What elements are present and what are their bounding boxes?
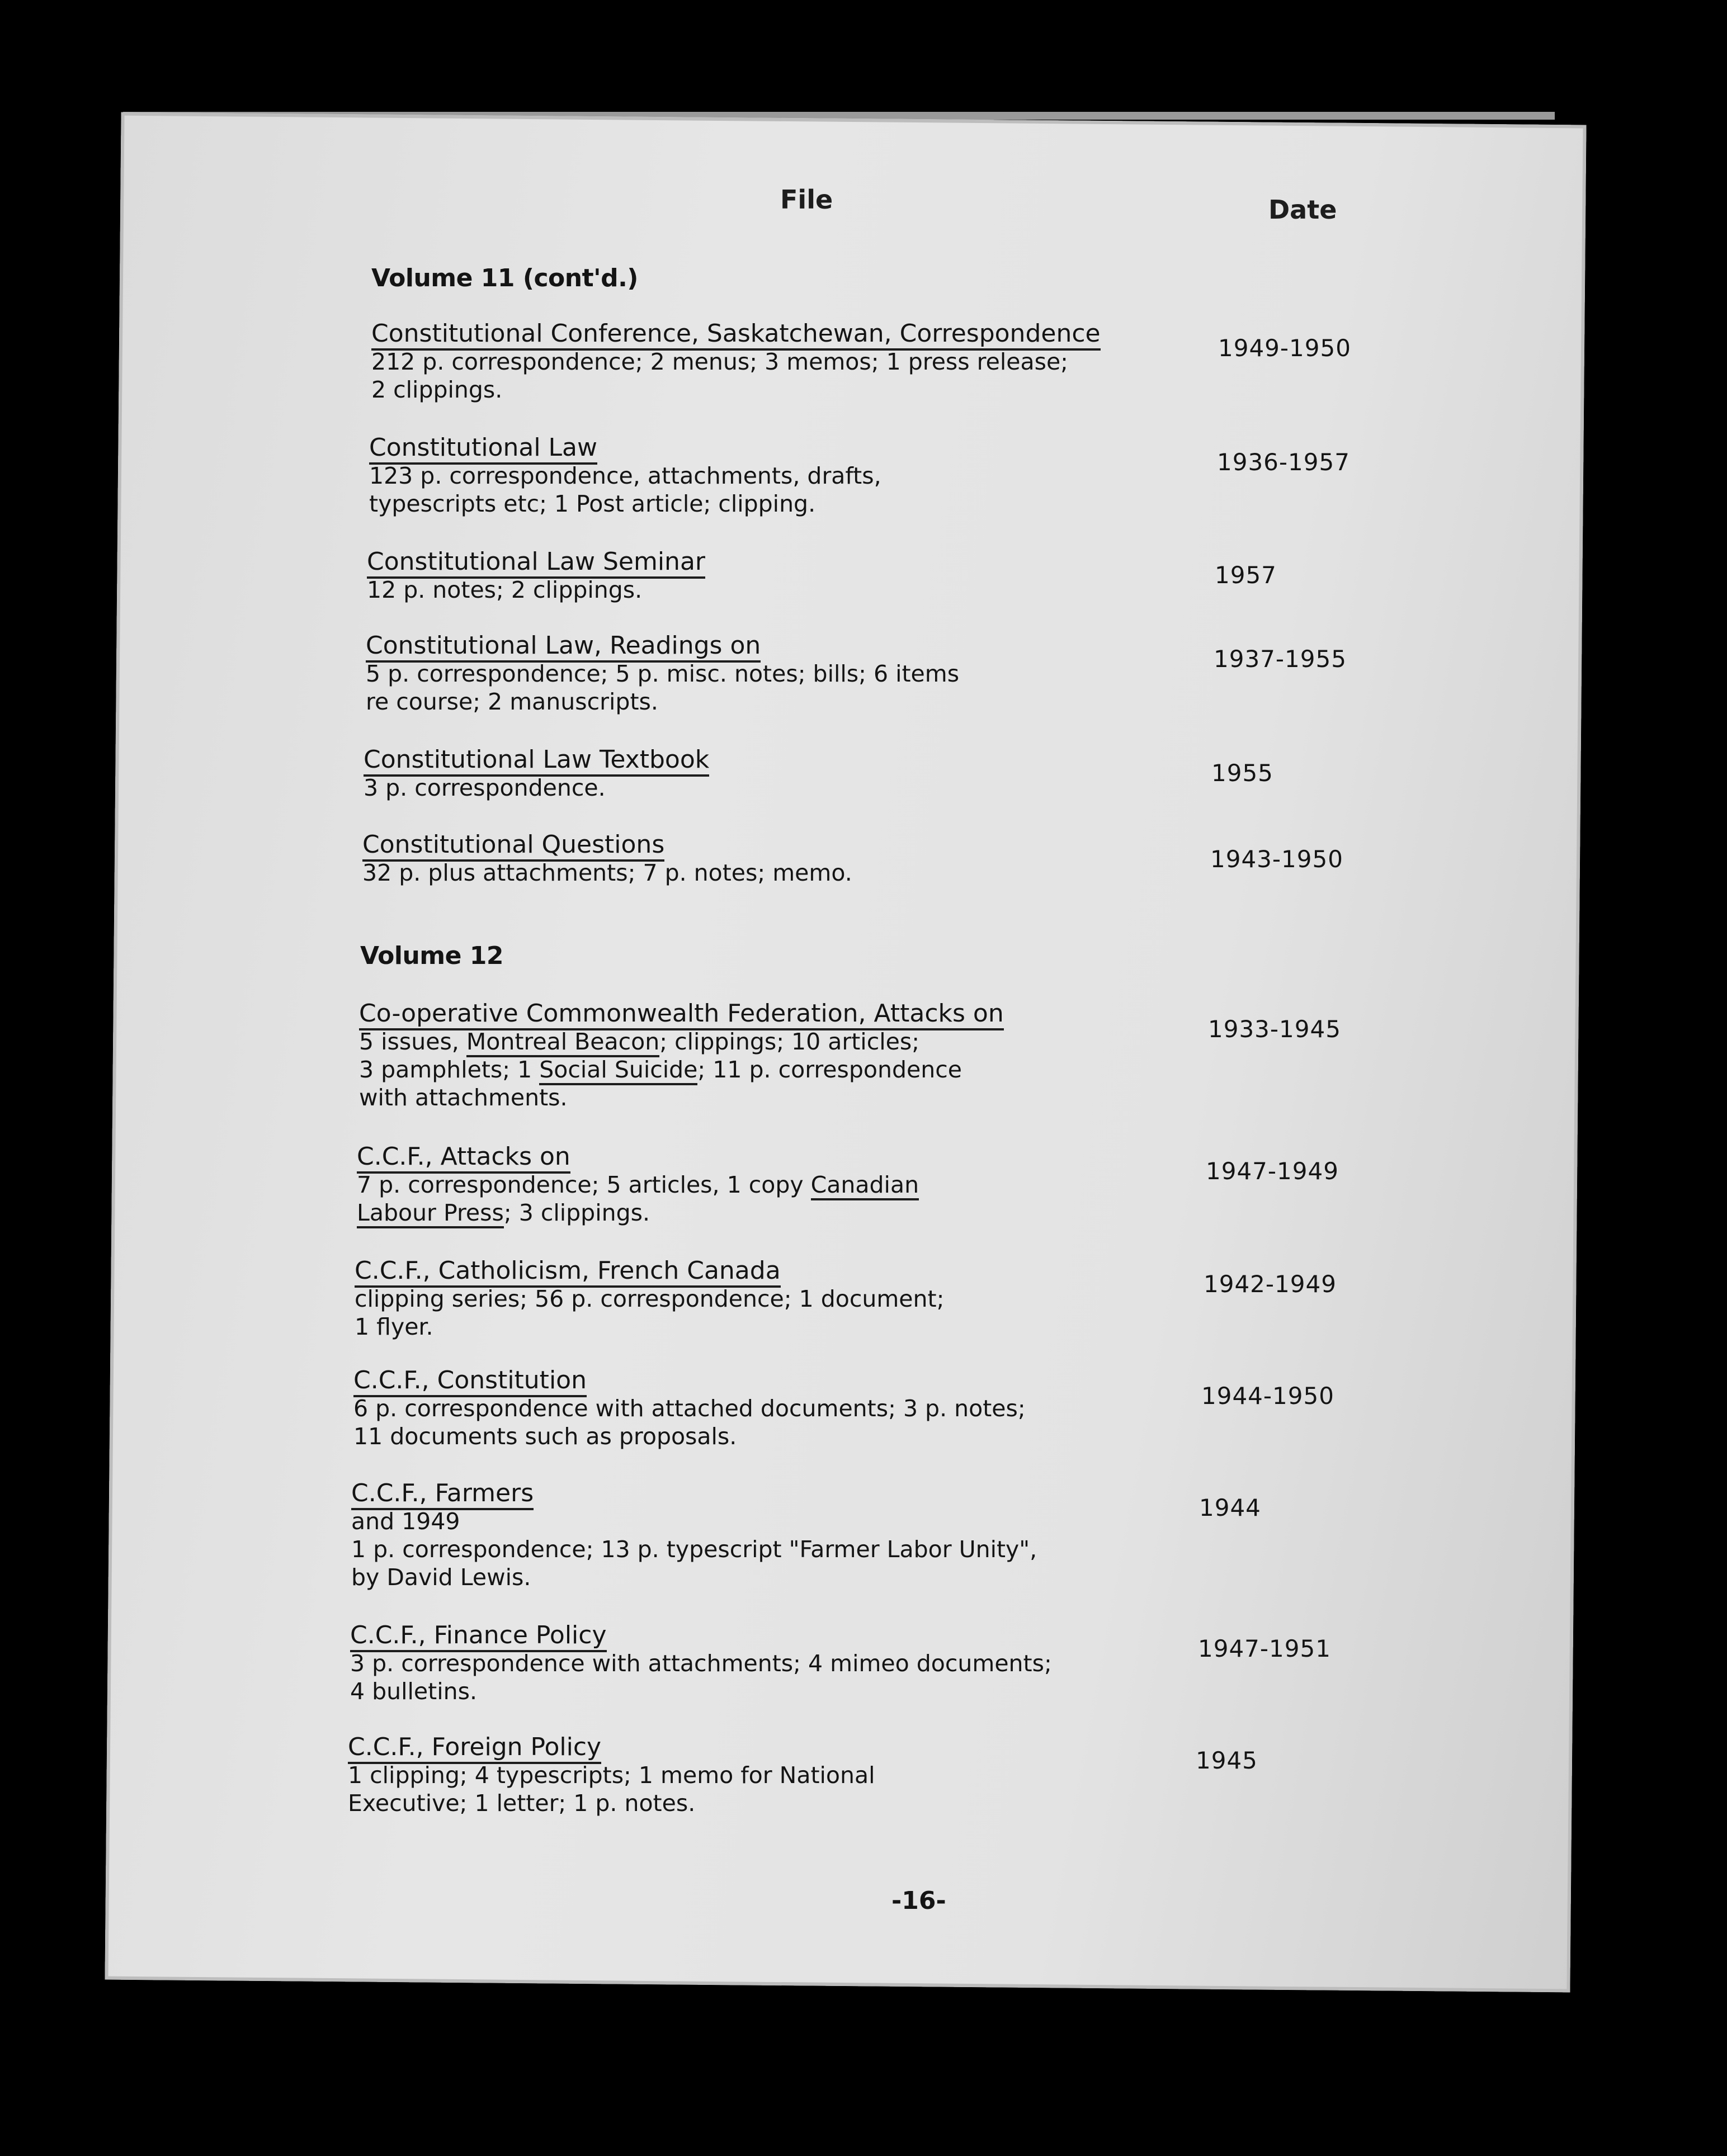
underlined-publication: Labour Press bbox=[357, 1199, 504, 1228]
entry-date: 1936-1957 bbox=[1217, 448, 1350, 476]
entry-constitutional-law-seminar bbox=[367, 548, 1150, 604]
entry-ccf-finance-policy bbox=[350, 1621, 1133, 1705]
entry-constitutional-law-readings bbox=[366, 632, 1149, 716]
underlined-publication: Montreal Beacon bbox=[466, 1028, 659, 1057]
volume-11-heading: Volume 11 (cont'd.) bbox=[371, 264, 638, 292]
entry-title: Constitutional Questions bbox=[362, 831, 1145, 859]
entry-title: Constitutional Law Textbook bbox=[364, 746, 1146, 774]
page-number: -16- bbox=[891, 1886, 946, 1915]
entry-date: 1957 bbox=[1215, 561, 1277, 589]
entry-description-line: and 1949 bbox=[351, 1508, 460, 1535]
entry-description-line: 1 p. correspondence; 13 p. typescript "Farmer Labor Unity", bbox=[351, 1536, 1037, 1563]
entry-title: C.C.F., Catholicism, French Canada bbox=[355, 1257, 1138, 1285]
entry-date: 1944 bbox=[1199, 1494, 1261, 1521]
entry-description-line: 12 p. notes; 2 clippings. bbox=[367, 576, 643, 603]
underlined-publication: Canadian bbox=[811, 1171, 919, 1200]
entry-title: Constitutional Law, Readings on bbox=[366, 632, 1149, 660]
entry-date: 1933-1945 bbox=[1208, 1015, 1341, 1043]
entry-title: Constitutional Conference, Saskatchewan, Correspondence bbox=[371, 320, 1154, 348]
entry-title: C.C.F., Attacks on bbox=[357, 1143, 1140, 1171]
entry-constitutional-law-textbook bbox=[364, 746, 1146, 802]
entry-description-line: 2 clippings. bbox=[371, 376, 503, 403]
entry-ccf-catholicism bbox=[355, 1257, 1138, 1341]
entry-date: 1942-1949 bbox=[1204, 1270, 1337, 1298]
entry-description-line: by David Lewis. bbox=[351, 1564, 531, 1591]
entry-title: C.C.F., Finance Policy bbox=[350, 1621, 1133, 1649]
entry-description-line: 5 issues, Montreal Beacon; clippings; 10 articles; bbox=[359, 1028, 1142, 1056]
entry-description-line: 3 pamphlets; 1 Social Suicide; 11 p. correspondence bbox=[359, 1056, 1142, 1084]
entry-title: C.C.F., Constitution bbox=[353, 1367, 1136, 1394]
entry-date: 1937-1955 bbox=[1214, 645, 1347, 673]
entry-ccf-attacks-on bbox=[357, 1143, 1140, 1227]
entry-title: Constitutional Law bbox=[369, 434, 1152, 462]
entry-date: 1943-1950 bbox=[1210, 845, 1343, 873]
volume-12-heading: Volume 12 bbox=[360, 942, 504, 970]
entry-date: 1949-1950 bbox=[1218, 334, 1351, 362]
underlined-publication: Social Suicide bbox=[539, 1056, 697, 1085]
entry-description-line: 11 documents such as proposals. bbox=[353, 1423, 737, 1450]
entry-constitutional-conference bbox=[371, 320, 1154, 404]
entry-description-line: 5 p. correspondence; 5 p. misc. notes; bills; 6 items bbox=[366, 660, 960, 687]
entry-title: C.C.F., Foreign Policy bbox=[348, 1733, 1131, 1761]
entry-description-line: Labour Press; 3 clippings. bbox=[357, 1199, 1140, 1227]
entry-title: Co-operative Commonwealth Federation, Attacks on bbox=[359, 1000, 1142, 1028]
entry-ccf-attacks-full bbox=[359, 1000, 1142, 1112]
entry-constitutional-questions bbox=[362, 831, 1145, 887]
entry-title: C.C.F., Farmers bbox=[351, 1479, 1134, 1507]
file-column-header: File bbox=[780, 185, 833, 215]
entry-description-line: 4 bulletins. bbox=[350, 1678, 477, 1705]
entry-description-line: 7 p. correspondence; 5 articles, 1 copy Canadian bbox=[357, 1171, 1140, 1199]
entry-description-line: 6 p. correspondence with attached documents; 3 p. notes; bbox=[353, 1395, 1026, 1422]
entry-date: 1947-1951 bbox=[1198, 1635, 1331, 1662]
entry-description-line: clipping series; 56 p. correspondence; 1 document; bbox=[355, 1285, 945, 1312]
entry-constitutional-law bbox=[369, 434, 1152, 518]
date-column-header: Date bbox=[1268, 195, 1337, 225]
entry-date: 1955 bbox=[1211, 759, 1273, 787]
entry-description-line: 212 p. correspondence; 2 menus; 3 memos; 1 press release; bbox=[371, 348, 1068, 375]
entry-description-line: 3 p. correspondence with attachments; 4 mimeo documents; bbox=[350, 1650, 1052, 1677]
entry-description-line: typescripts etc; 1 Post article; clipping. bbox=[369, 490, 816, 517]
entry-description-line: re course; 2 manuscripts. bbox=[366, 688, 658, 715]
entry-description-line: 3 p. correspondence. bbox=[364, 774, 606, 801]
entry-description-line: 1 clipping; 4 typescripts; 1 memo for National bbox=[348, 1762, 875, 1789]
entry-date: 1947-1949 bbox=[1206, 1157, 1339, 1185]
entry-date: 1944-1950 bbox=[1201, 1382, 1334, 1410]
entry-description-line: with attachments. bbox=[359, 1084, 568, 1111]
entry-description-line: Executive; 1 letter; 1 p. notes. bbox=[348, 1790, 696, 1817]
entry-ccf-farmers bbox=[351, 1479, 1134, 1591]
entry-description-line: 123 p. correspondence, attachments, drafts, bbox=[369, 462, 881, 489]
entry-description-line: 1 flyer. bbox=[355, 1313, 433, 1340]
entry-description-line: 32 p. plus attachments; 7 p. notes; memo. bbox=[362, 859, 852, 886]
entry-date: 1945 bbox=[1196, 1747, 1258, 1774]
entry-ccf-foreign-policy bbox=[348, 1733, 1131, 1817]
entry-title: Constitutional Law Seminar bbox=[367, 548, 1150, 576]
entry-ccf-constitution bbox=[353, 1367, 1136, 1450]
